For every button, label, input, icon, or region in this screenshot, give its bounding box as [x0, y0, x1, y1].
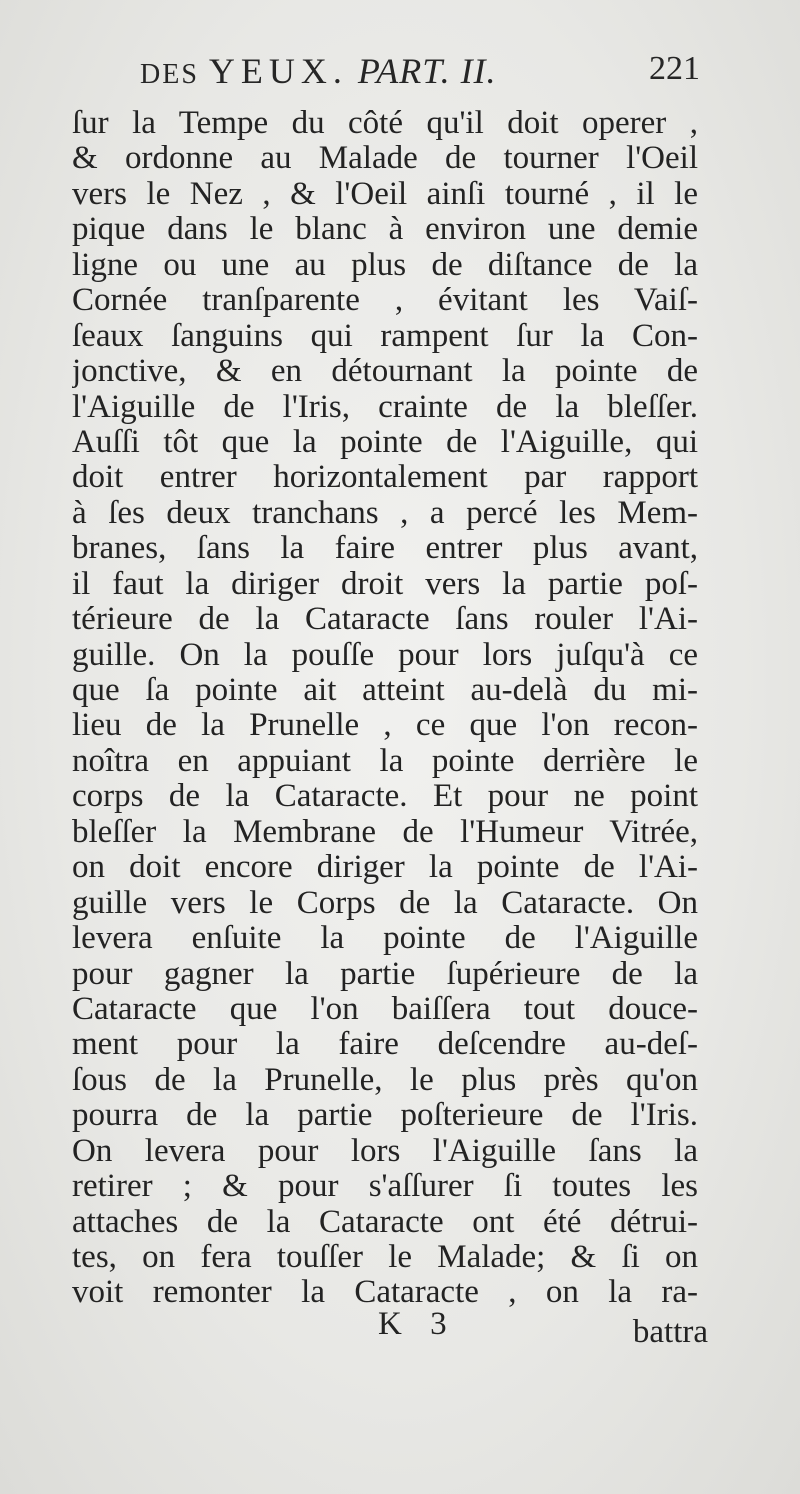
text-line: & ordonne au Malade de tourner l'Oeil — [72, 141, 698, 177]
text-line: Auſſi tôt que la pointe de l'Aiguille, qui — [72, 424, 698, 460]
text-line: jonctive, & en détournant la pointe de — [72, 354, 698, 390]
text-line: on doit encore diriger la pointe de l'Ai- — [72, 850, 698, 886]
text-line: il faut la diriger droit vers la partie poſ- — [72, 566, 698, 602]
text-line: ſous de la Prunelle, le plus près qu'on — [72, 1062, 698, 1098]
text-line: bleſſer la Membrane de l'Humeur Vitrée, — [72, 814, 698, 850]
text-line: ment pour la faire deſcendre au-deſ- — [72, 1027, 698, 1063]
text-line: pourra de la partie poſterieure de l'Iris. — [72, 1098, 698, 1134]
text-line: doit entrer horizontalement par rapport — [72, 460, 698, 496]
text-line: lieu de la Prunelle , ce que l'on recon- — [72, 708, 698, 744]
text-line: vers le Nez , & l'Oeil ainſi tourné , il le — [72, 176, 698, 212]
running-head-des: DES — [140, 59, 199, 90]
running-head-yeux: YEUX. — [208, 51, 348, 91]
catchword: battra — [632, 1314, 708, 1350]
text-line: Cataracte que l'on baiſſera tout douce- — [72, 991, 698, 1027]
text-line: retirer ; & pour s'aſſurer ſi toutes les — [72, 1169, 698, 1205]
text-line: à ſes deux tranchans , a percé les Mem- — [72, 495, 698, 531]
text-line: guille. On la pouſſe pour lors juſqu'à ce — [72, 637, 698, 673]
text-line: térieure de la Cataracte ſans rouler l'Ai- — [72, 602, 698, 638]
text-line: pique dans le blanc à environ une demie — [72, 212, 698, 248]
text-line: corps de la Cataracte. Et pour ne point — [72, 779, 698, 815]
body-text — [72, 106, 698, 1311]
page-number: 221 — [649, 50, 700, 87]
text-line: attaches de la Cataracte ont été détrui- — [72, 1204, 698, 1240]
running-head-part: PART. II. — [357, 51, 497, 91]
text-line: tes, on fera touſſer le Malade; & ſi on — [72, 1240, 698, 1275]
text-line: Cornée tranſparente , évitant les Vaiſ- — [72, 283, 698, 319]
text-line: branes, ſans la faire entrer plus avant, — [72, 531, 698, 567]
page-header — [140, 50, 700, 92]
text-line: voit remonter la Cataracte , on la ra- — [72, 1275, 698, 1311]
text-line: ligne ou une au plus de diſtance de la — [72, 247, 698, 283]
running-head — [140, 50, 497, 92]
text-line: ſeaux ſanguins qui rampent ſur la Con- — [72, 318, 698, 354]
page-footer — [72, 1306, 708, 1352]
text-line: noîtra en appuiant la pointe derrière le — [72, 743, 698, 779]
text-line: l'Aiguille de l'Iris, crainte de la bleſſer. — [72, 389, 698, 425]
text-line: guille vers le Corps de la Cataracte. On — [72, 885, 698, 921]
text-line: ſur la Tempe du côté qu'il doit operer , — [72, 106, 698, 141]
text-line: que ſa pointe ait atteint au-delà du mi- — [72, 673, 698, 708]
text-line: levera enſuite la pointe de l'Aiguille — [72, 921, 698, 957]
text-line: On levera pour lors l'Aiguille ſans la — [72, 1133, 698, 1169]
signature-mark: K 3 — [378, 1306, 457, 1342]
text-line: pour gagner la partie ſupérieure de la — [72, 956, 698, 992]
